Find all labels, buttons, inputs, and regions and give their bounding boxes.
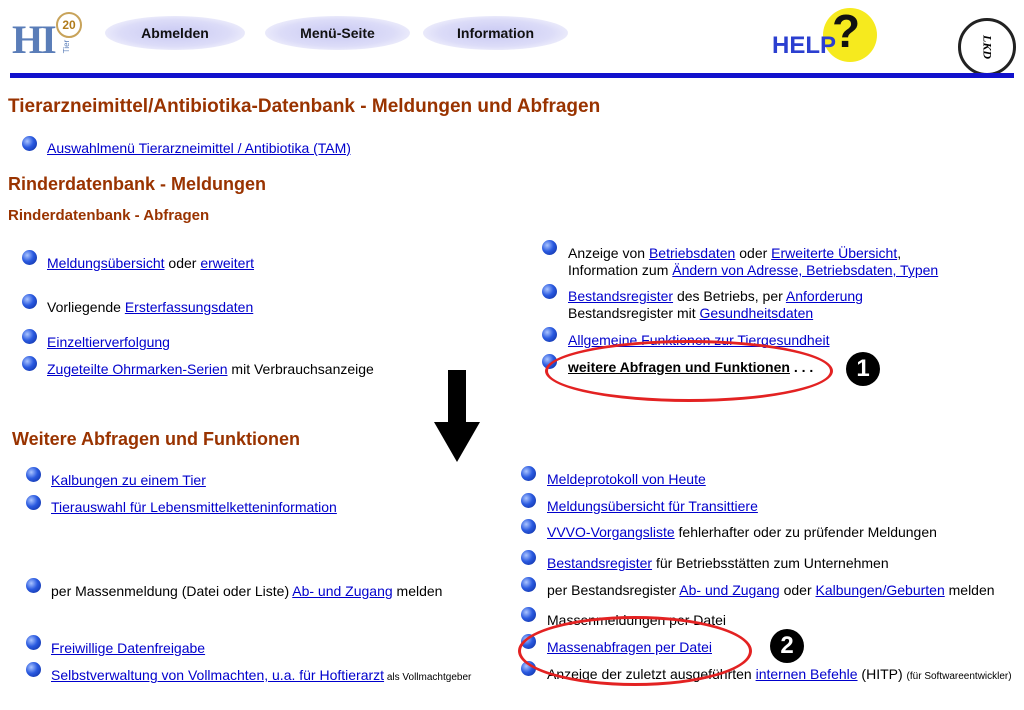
bullet-icon <box>22 250 37 265</box>
bullet-icon <box>542 327 557 342</box>
bullet-icon <box>22 294 37 309</box>
menu-page-button[interactable]: Menü-Seite <box>265 16 410 50</box>
text-bestandsregister-mit: Bestandsregister mit <box>568 305 700 321</box>
help-button[interactable] <box>770 5 880 64</box>
text-verbrauch: mit Verbrauchsanzeige <box>227 361 374 377</box>
ab-zugang-bestand-link[interactable]: Ab- und Zugang <box>679 582 780 598</box>
anforderung-link[interactable]: Anforderung <box>785 288 863 304</box>
annotation-number-1: 1 <box>846 352 880 386</box>
help-label: HELP <box>772 32 837 59</box>
ohrmarken-link[interactable]: Zugeteilte Ohrmarken-Serien <box>47 361 228 377</box>
meldungsuebersicht-transit-link[interactable]: Meldungsübersicht für Transittiere <box>547 498 758 514</box>
bullet-icon <box>26 467 41 482</box>
text-softwareentwickler: (für Softwareentwickler) <box>906 671 1012 682</box>
text-per-bestandsregister: per Bestandsregister <box>547 582 680 598</box>
highlight-ring-1 <box>545 340 833 402</box>
text-betriebsstaetten: für Betriebsstätten zum Unternehmen <box>652 555 889 571</box>
header-rule <box>10 73 1014 78</box>
text-oder: oder <box>779 582 816 598</box>
allgemeine-funktionen-link[interactable]: Allgemeine Funktionen zur Tiergesundheit <box>568 332 830 348</box>
bullet-icon <box>521 550 536 565</box>
ersterfassungsdaten-link[interactable]: Ersterfassungsdaten <box>124 299 254 315</box>
ab-zugang-link[interactable]: Ab- und Zugang <box>292 583 393 599</box>
bullet-icon <box>26 662 41 677</box>
vvvo-link[interactable]: VVVO-Vorgangsliste <box>547 524 675 540</box>
bullet-icon <box>521 493 536 508</box>
bestandsregister-link[interactable]: Bestandsregister <box>568 288 674 304</box>
logout-button[interactable]: Abmelden <box>105 16 245 50</box>
weitere-abfragen-link[interactable]: weitere Abfragen und Funktionen <box>568 359 790 375</box>
aendern-adresse-link[interactable]: Ändern von Adresse, Betriebsdaten, Typen <box>672 262 939 278</box>
bullet-icon <box>542 284 557 299</box>
erweiterte-uebersicht-link[interactable]: Erweiterte Übersicht <box>771 245 898 261</box>
text-anzeige-von: Anzeige von <box>568 245 649 261</box>
selbstverwaltung-link[interactable]: Selbstverwaltung von Vollmachten, u.a. für Hoftierarzt <box>51 667 385 683</box>
text-des-betriebs: des Betriebs, per <box>673 288 786 304</box>
text-massenmeldungen: Massenmeldungen per Datei <box>547 612 726 628</box>
kalbungen-geburten-link[interactable]: Kalbungen/Geburten <box>815 582 945 598</box>
text-dots: . . . <box>789 359 814 375</box>
bullet-icon <box>26 495 41 510</box>
text-vorliegende: Vorliegende <box>47 299 125 315</box>
bullet-icon <box>22 136 37 151</box>
highlight-ring-2 <box>518 616 752 686</box>
bullet-icon <box>542 240 557 255</box>
bullet-icon <box>521 577 536 592</box>
text-oder: oder <box>164 255 201 271</box>
weitere-section-title: Weitere Abfragen und Funktionen <box>12 429 301 449</box>
logo-text: HI <box>12 17 55 62</box>
bullet-icon <box>26 635 41 650</box>
text-per-massenmeldung: per Massenmeldung (Datei oder Liste) <box>51 583 293 599</box>
help-question-icon: ? <box>832 5 861 57</box>
rind-abfragen-title: Rinderdatenbank - Abfragen <box>8 207 210 224</box>
massenabfragen-link[interactable]: Massenabfragen per Datei <box>547 639 712 655</box>
tam-section-title: Tierarzneimittel/Antibiotika-Datenbank - Meldungen und Abfragen <box>8 96 601 117</box>
text-oder: oder <box>735 245 772 261</box>
annotation-number-2: 2 <box>770 629 804 663</box>
betriebsdaten-link[interactable]: Betriebsdaten <box>648 245 736 261</box>
kalbungen-link[interactable]: Kalbungen zu einem Tier <box>51 472 206 488</box>
einzeltierverfolgung-link[interactable]: Einzeltierverfolgung <box>47 334 170 350</box>
text-melden: melden <box>392 583 443 599</box>
lkd-text: LKD <box>980 35 995 59</box>
freiwillige-datenfreigabe-link[interactable]: Freiwillige Datenfreigabe <box>51 640 206 656</box>
bullet-icon <box>22 329 37 344</box>
text-information-zum: Information zum <box>568 262 673 278</box>
lkd-logo <box>958 18 1016 76</box>
bestandsregister-betriebsstaetten-link[interactable]: Bestandsregister <box>547 555 653 571</box>
bullet-icon <box>521 607 536 622</box>
meldeprotokoll-link[interactable]: Meldeprotokoll von Heute <box>547 471 706 487</box>
text-anzeige-zuletzt: Anzeige der zuletzt ausgeführten <box>547 666 756 682</box>
text-vvvo-rest: fehlerhafter oder zu prüfender Meldungen <box>674 524 937 540</box>
gesundheitsdaten-link[interactable]: Gesundheitsdaten <box>699 305 814 321</box>
bullet-icon <box>26 578 41 593</box>
rind-meldungen-title: Rinderdatenbank - Meldungen <box>8 174 267 194</box>
text-hitp: (HITP) <box>857 666 907 682</box>
hi-tier-logo <box>12 12 74 62</box>
logo-badge: 20 <box>56 12 82 38</box>
arrow-down-icon <box>434 370 480 464</box>
meldungsuebersicht-link[interactable]: Meldungsübersicht <box>47 255 165 271</box>
interne-befehle-link[interactable]: internen Befehle <box>755 666 858 682</box>
text-comma: , <box>897 245 902 261</box>
erweitert-link[interactable]: erweitert <box>200 255 255 271</box>
bullet-icon <box>521 519 536 534</box>
tierauswahl-link[interactable]: Tierauswahl für Lebensmittelketteninformation <box>51 499 337 515</box>
text-vollmachtgeber: als Vollmachtgeber <box>384 672 472 683</box>
bullet-icon <box>22 356 37 371</box>
bullet-icon <box>521 466 536 481</box>
information-button[interactable]: Information <box>423 16 568 50</box>
tam-menu-link[interactable]: Auswahlmenü Tierarzneimittel / Antibiotika (TAM) <box>47 140 351 156</box>
logo-sub: Tier <box>62 39 72 54</box>
text-melden: melden <box>944 582 995 598</box>
